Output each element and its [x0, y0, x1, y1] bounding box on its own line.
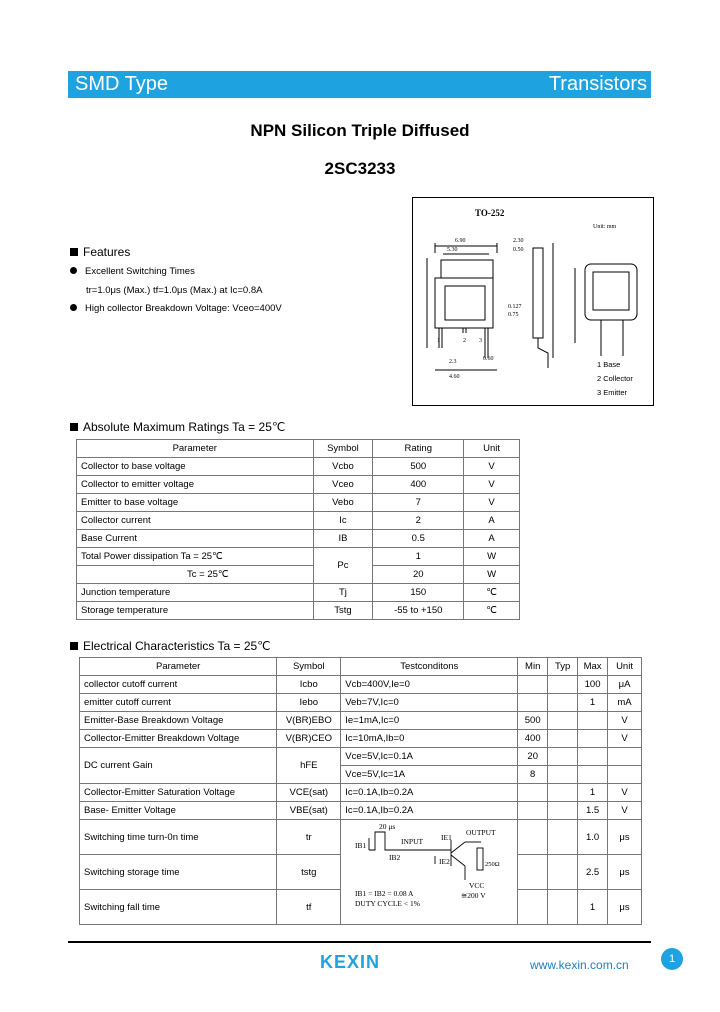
table-header-cell: Unit — [464, 440, 520, 458]
table-cell — [518, 784, 548, 802]
table-cell: V — [464, 458, 520, 476]
svg-text:≅200 V: ≅200 V — [461, 891, 486, 900]
dim-label: 5.30 — [447, 247, 458, 253]
footer-url[interactable]: www.kexin.com.cn — [530, 958, 629, 972]
pin-label: 3 Emitter — [597, 388, 628, 397]
table-cell: hFE — [277, 748, 341, 784]
switching-circuit — [341, 820, 518, 925]
table-header-cell: Rating — [373, 440, 464, 458]
part-number: 2SC3233 — [324, 159, 396, 178]
dim-label: 2.30 — [513, 238, 524, 244]
table-cell: 1 — [578, 694, 608, 712]
table-cell: μs — [608, 855, 642, 890]
table-row — [77, 548, 520, 566]
table-cell: VBE(sat) — [277, 802, 341, 820]
table-cell: V(BR)CEO — [277, 730, 341, 748]
table-cell: V — [608, 784, 642, 802]
table-cell — [548, 748, 578, 766]
table-cell — [518, 694, 548, 712]
table-cell: 20 — [518, 748, 548, 766]
table-cell: ℃ — [464, 602, 520, 620]
table-cell: W — [464, 548, 520, 566]
table-cell: V — [464, 476, 520, 494]
table-cell: Vcb=400V,Ie=0 — [341, 676, 518, 694]
table-cell: tf — [277, 890, 341, 925]
table-cell: Switching storage time — [80, 855, 277, 890]
table-cell — [548, 766, 578, 784]
table-cell: VCE(sat) — [277, 784, 341, 802]
table-cell: Switching fall time — [80, 890, 277, 925]
table-row — [77, 566, 520, 584]
table-cell: A — [464, 512, 520, 530]
dim-label: 2.3 — [449, 359, 457, 365]
table-cell: W — [464, 566, 520, 584]
table-cell: Base Current — [77, 530, 314, 548]
dim-label: 0.75 — [508, 312, 519, 318]
table-cell: Collector to base voltage — [77, 458, 314, 476]
table-cell: Vce=5V,Ic=1A — [341, 766, 518, 784]
table-cell: tr — [277, 820, 341, 855]
svg-text:3: 3 — [479, 338, 482, 344]
table-cell: Ic=0.1A,Ib=0.2A — [341, 784, 518, 802]
table-cell: Ie=1mA,Ic=0 — [341, 712, 518, 730]
page-number: 1 — [661, 948, 683, 970]
table-header-row — [80, 658, 642, 676]
table-cell: Icbo — [277, 676, 341, 694]
table-header-row — [77, 440, 520, 458]
table-cell — [548, 676, 578, 694]
elec-table — [79, 657, 642, 925]
table-row — [80, 694, 642, 712]
table-cell: Collector-Emitter Saturation Voltage — [80, 784, 277, 802]
table-row — [77, 584, 520, 602]
table-cell — [548, 712, 578, 730]
table-cell: 400 — [373, 476, 464, 494]
table-row — [80, 712, 642, 730]
table-cell: Tc = 25℃ — [77, 566, 314, 584]
table-header-cell: Symbol — [277, 658, 341, 676]
table-cell — [518, 802, 548, 820]
table-row — [80, 676, 642, 694]
table-cell: Storage temperature — [77, 602, 314, 620]
table-cell: Vceo — [313, 476, 373, 494]
package-unit: Unit: mm — [593, 224, 617, 230]
table-cell: IB — [313, 530, 373, 548]
table-row — [77, 494, 520, 512]
table-cell: 20 — [373, 566, 464, 584]
svg-text:IB2: IB2 — [389, 853, 401, 862]
table-cell — [608, 748, 642, 766]
table-cell — [578, 712, 608, 730]
table-cell: μs — [608, 820, 642, 855]
table-cell: Ic=0.1A,Ib=0.2A — [341, 802, 518, 820]
svg-text:INPUT: INPUT — [401, 837, 424, 846]
table-cell: Total Power dissipation Ta = 25℃ — [77, 548, 314, 566]
table-cell: Pc — [313, 548, 373, 584]
table-cell: Veb=7V,Ic=0 — [341, 694, 518, 712]
table-cell: 150 — [373, 584, 464, 602]
table-cell: Vcbo — [313, 458, 373, 476]
table-cell: V — [608, 730, 642, 748]
table-cell — [578, 748, 608, 766]
svg-text:IE2: IE2 — [439, 857, 451, 866]
svg-text:2: 2 — [463, 338, 466, 344]
dim-label: 0.50 — [513, 247, 524, 253]
table-cell: Switching time turn-0n time — [80, 820, 277, 855]
elec-heading: Electrical Characteristics Ta = 25℃ — [70, 639, 271, 653]
table-cell: emitter cutoff current — [80, 694, 277, 712]
table-cell: ℃ — [464, 584, 520, 602]
header-bar — [68, 71, 651, 98]
table-cell — [548, 694, 578, 712]
table-cell: Collector current — [77, 512, 314, 530]
table-header-cell: Parameter — [80, 658, 277, 676]
table-cell — [518, 855, 548, 890]
table-cell: 1 — [373, 548, 464, 566]
table-cell — [518, 676, 548, 694]
table-cell — [548, 890, 578, 925]
table-row — [80, 802, 642, 820]
table-cell: 1 — [578, 890, 608, 925]
table-row — [77, 602, 520, 620]
table-row — [80, 784, 642, 802]
header-right: Transistors — [548, 73, 647, 95]
svg-text:DUTY CYCLE < 1%: DUTY CYCLE < 1% — [355, 899, 421, 908]
table-cell: V — [464, 494, 520, 512]
table-cell: collector cutoff current — [80, 676, 277, 694]
table-cell — [548, 730, 578, 748]
dim-label: 4.60 — [449, 374, 460, 380]
pin-label: 1 Base — [597, 360, 621, 369]
table-cell — [548, 784, 578, 802]
table-cell: Junction temperature — [77, 584, 314, 602]
table-cell: 500 — [373, 458, 464, 476]
table-header-cell: Parameter — [77, 440, 314, 458]
table-cell — [578, 766, 608, 784]
table-header-cell: Symbol — [313, 440, 373, 458]
feature-item: Excellent Switching Times — [70, 266, 195, 277]
table-cell: A — [464, 530, 520, 548]
table-cell: Emitter-Base Breakdown Voltage — [80, 712, 277, 730]
table-cell: 1 — [578, 784, 608, 802]
table-cell: V — [608, 712, 642, 730]
table-row — [77, 476, 520, 494]
footer-divider — [68, 941, 651, 943]
svg-text:IB1 = IB2 = 0.08 A: IB1 = IB2 = 0.08 A — [355, 889, 414, 898]
package-drawing — [412, 197, 654, 406]
table-cell: Ic — [313, 512, 373, 530]
abs-max-heading: Absolute Maximum Ratings Ta = 25℃ — [70, 420, 285, 434]
table-cell: 400 — [518, 730, 548, 748]
table-cell — [548, 802, 578, 820]
table-row — [80, 748, 642, 766]
header-left: SMD Type — [75, 73, 168, 95]
doc-title: NPN Silicon Triple Diffused — [250, 121, 470, 140]
table-cell: 1.0 — [578, 820, 608, 855]
table-row — [77, 530, 520, 548]
dim-label: 6.90 — [455, 238, 466, 244]
table-cell — [548, 820, 578, 855]
table-header-cell: Typ — [548, 658, 578, 676]
table-cell: 7 — [373, 494, 464, 512]
table-cell — [548, 855, 578, 890]
svg-text:VCC: VCC — [469, 881, 485, 890]
table-cell: Collector to emitter voltage — [77, 476, 314, 494]
table-cell: 100 — [578, 676, 608, 694]
features-heading: Features — [70, 245, 130, 259]
table-cell: Tj — [313, 584, 373, 602]
table-cell: V — [608, 802, 642, 820]
svg-text:1: 1 — [437, 338, 440, 344]
table-row — [80, 730, 642, 748]
table-cell: 500 — [518, 712, 548, 730]
table-cell: 1.5 — [578, 802, 608, 820]
table-cell: μs — [608, 890, 642, 925]
table-cell — [518, 820, 548, 855]
abs-max-table — [76, 439, 520, 620]
table-header-cell: Unit — [608, 658, 642, 676]
kexin-logo: KEXIN — [320, 952, 381, 972]
table-cell: Ic=10mA,Ib=0 — [341, 730, 518, 748]
table-row — [77, 458, 520, 476]
table-cell: Iebo — [277, 694, 341, 712]
table-cell — [578, 730, 608, 748]
table-header-cell: Max — [578, 658, 608, 676]
table-cell: Tstg — [313, 602, 373, 620]
table-row — [80, 820, 642, 855]
table-cell: DC current Gain — [80, 748, 277, 784]
svg-text:OUTPUT: OUTPUT — [466, 828, 496, 837]
dim-label: 0.127 — [508, 304, 522, 310]
table-cell: Vce=5V,Ic=0.1A — [341, 748, 518, 766]
table-cell: 0.5 — [373, 530, 464, 548]
svg-text:250Ω: 250Ω — [485, 861, 500, 868]
svg-text:IB1: IB1 — [355, 841, 367, 850]
package-name: TO-252 — [475, 208, 505, 218]
svg-text:IE1: IE1 — [441, 833, 453, 842]
dim-label: 0.60 — [483, 356, 494, 362]
table-row — [77, 512, 520, 530]
feature-item: tr=1.0μs (Max.) tf=1.0μs (Max.) at Ic=0.8A — [86, 285, 263, 296]
pin-label: 2 Collector — [597, 374, 633, 383]
table-cell: tstg — [277, 855, 341, 890]
table-cell — [518, 890, 548, 925]
table-cell: Emitter to base voltage — [77, 494, 314, 512]
table-cell: 2.5 — [578, 855, 608, 890]
table-cell: 2 — [373, 512, 464, 530]
table-cell: V(BR)EBO — [277, 712, 341, 730]
table-cell: Vebo — [313, 494, 373, 512]
table-cell: μA — [608, 676, 642, 694]
feature-item: High collector Breakdown Voltage: Vceo=400V — [70, 303, 282, 314]
table-cell: Collector-Emitter Breakdown Voltage — [80, 730, 277, 748]
table-cell: mA — [608, 694, 642, 712]
table-header-cell: Testconditons — [341, 658, 518, 676]
table-cell: Base- Emitter Voltage — [80, 802, 277, 820]
table-header-cell: Min — [518, 658, 548, 676]
table-cell: 8 — [518, 766, 548, 784]
table-cell — [608, 766, 642, 784]
table-cell: -55 to +150 — [373, 602, 464, 620]
svg-text:20 μs: 20 μs — [379, 822, 396, 831]
